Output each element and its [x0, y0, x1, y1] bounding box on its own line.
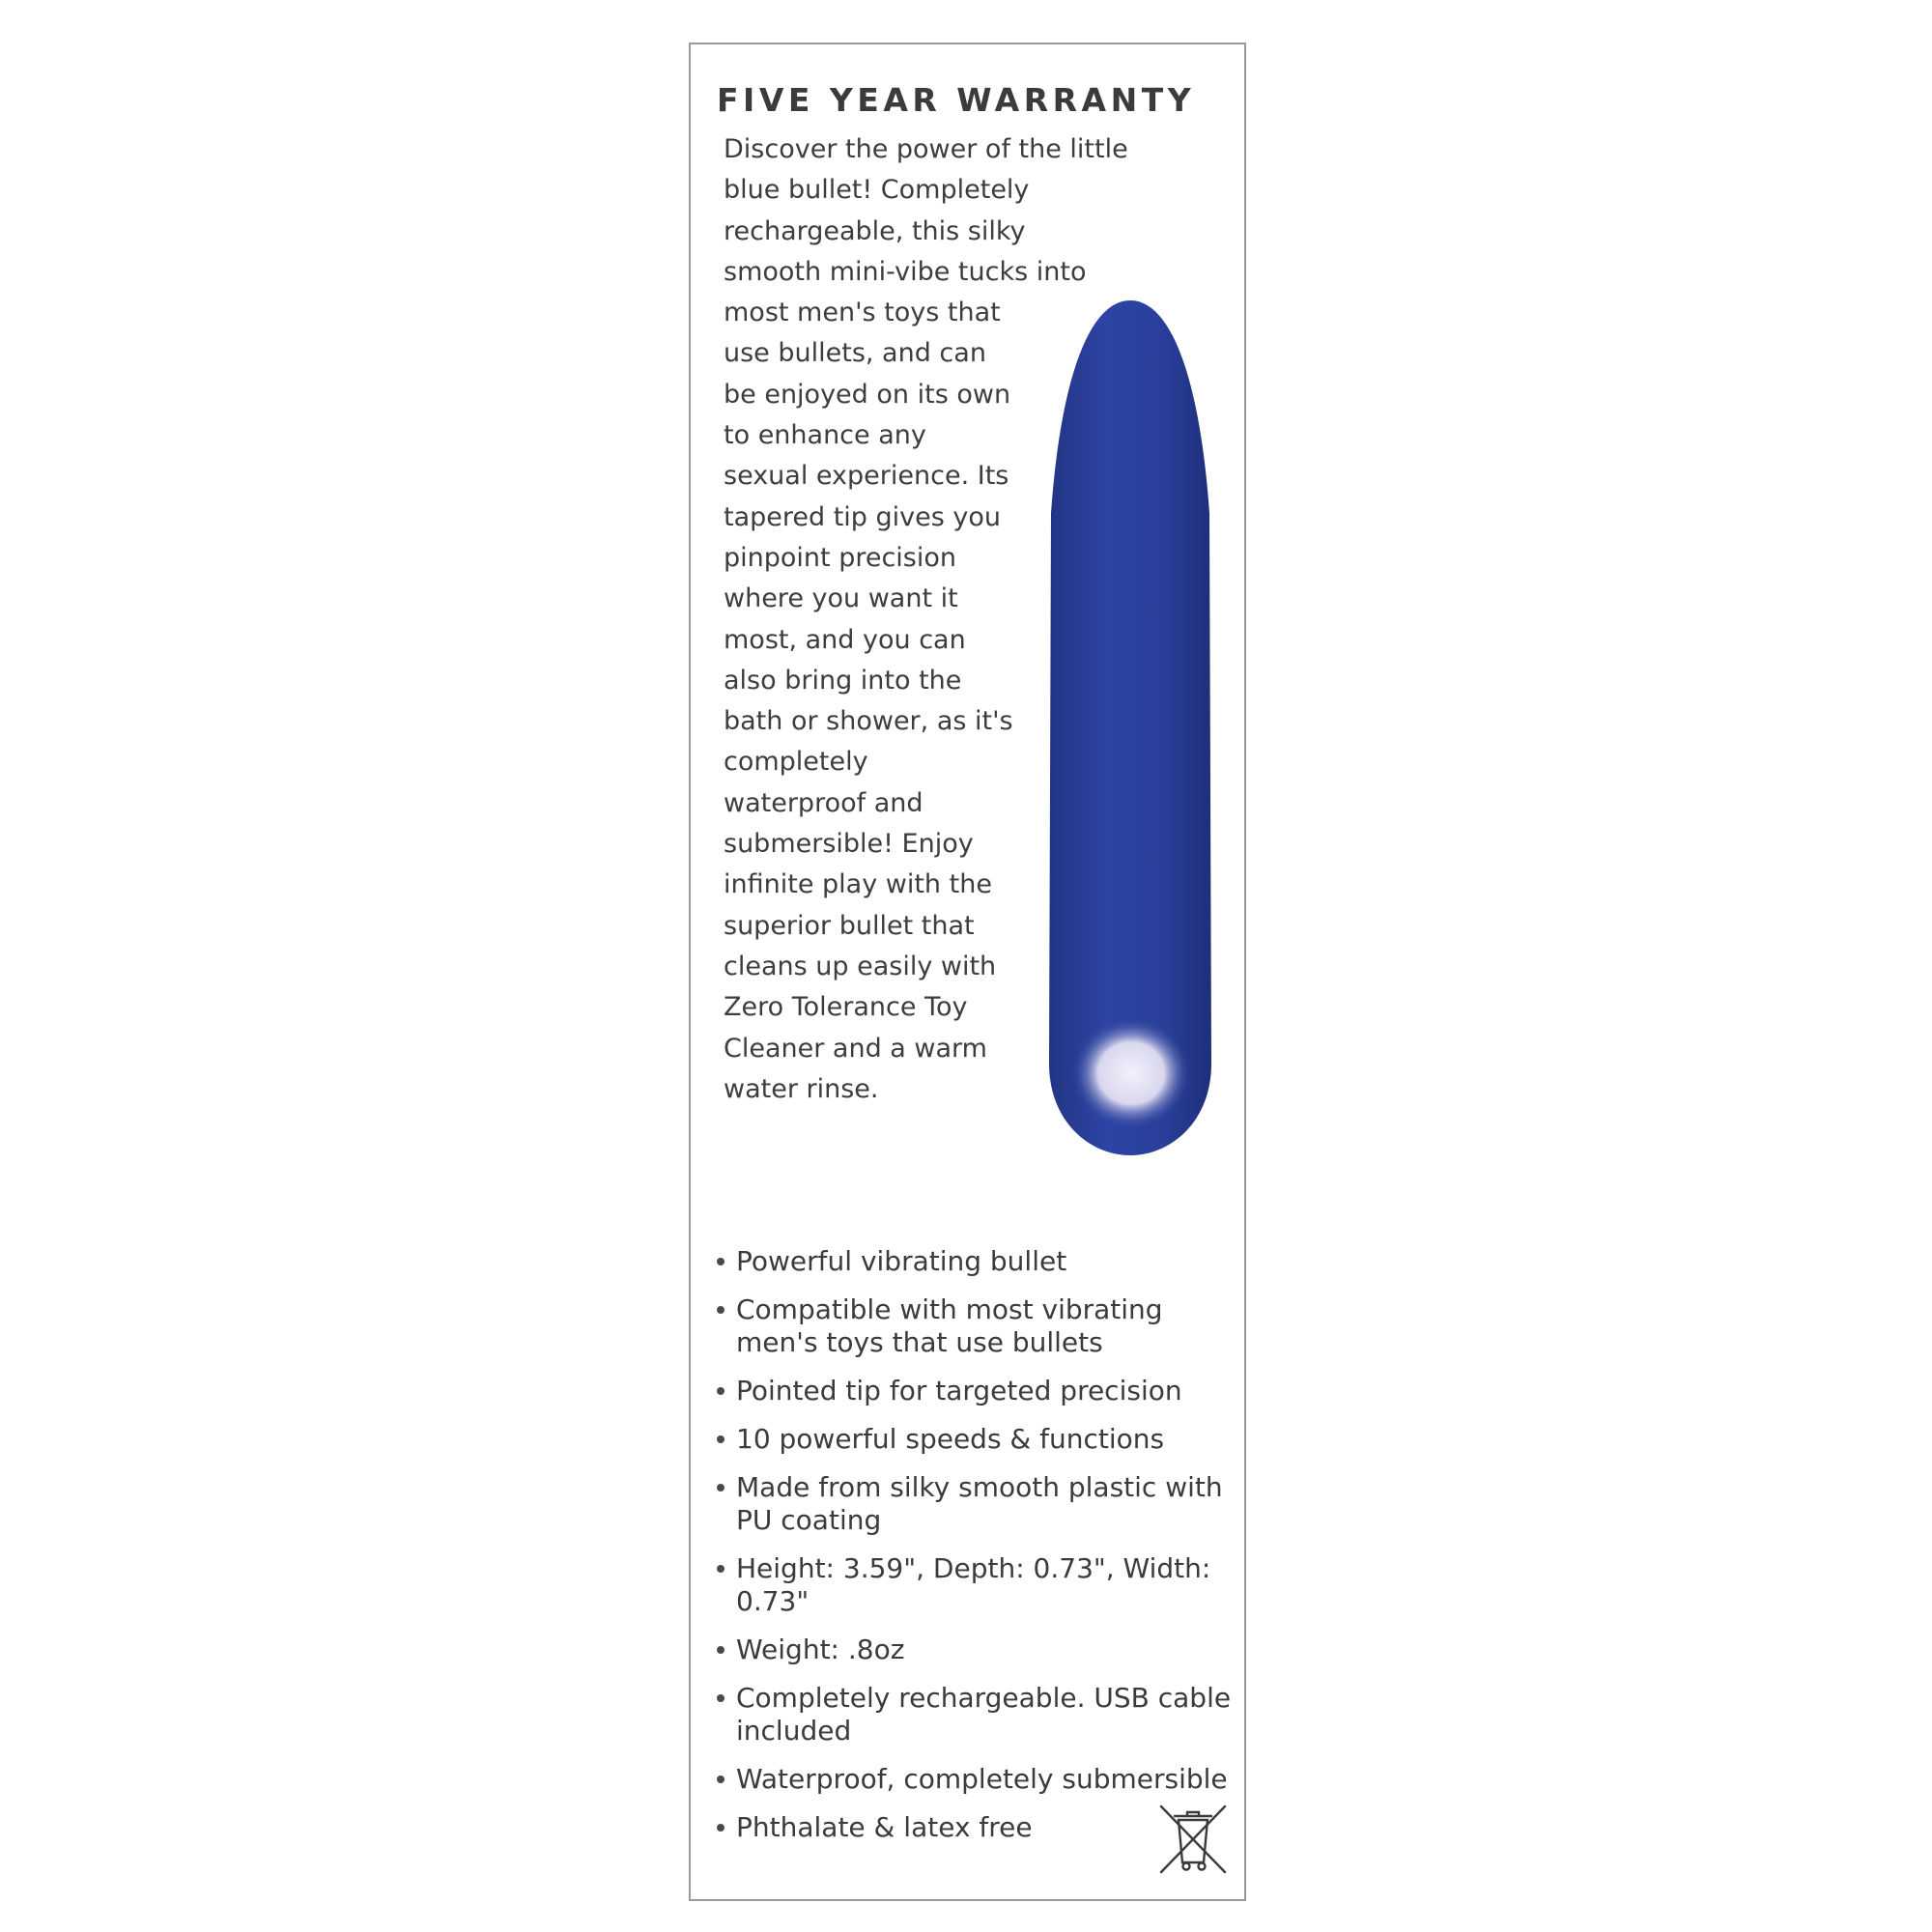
- bullet-dot-icon: [717, 1776, 724, 1783]
- bullet-dot-icon: [717, 1258, 724, 1265]
- feature-list: [717, 1245, 1238, 1860]
- bullet-dot-icon: [717, 1824, 724, 1832]
- feature-item: Powerful vibrating bullet: [717, 1245, 1238, 1278]
- product-description-text: Discover the power of the little blue bullet! Completely rechargeable, this silky smooth mini-vibe tucks into most men's toys that use bullets, and can be enjoyed on its own to enhance any sexual experience. Its tapered tip gives you pinpoint precision where you want it most, and you can also bring into the bath or shower, as it's completely waterproof and submersible! Enjoy infinite play with the superior bullet that cleans up easily with Zero Tolerance Toy Cleaner and a warm water rinse.: [724, 134, 1128, 1104]
- crossed-out-wheelie-bin-icon: [1157, 1803, 1229, 1876]
- bullet-dot-icon: [717, 1306, 724, 1314]
- product-info-panel: [689, 43, 1246, 1901]
- feature-item: Waterproof, completely submersible: [717, 1763, 1238, 1796]
- bullet-dot-icon: [717, 1387, 724, 1395]
- bullet-dot-icon: [717, 1484, 724, 1492]
- bullet-dot-icon: [717, 1435, 724, 1443]
- feature-item: 10 powerful speeds & functions: [717, 1423, 1238, 1456]
- feature-item: Compatible with most vibrating men's toys that use bullets: [717, 1293, 1238, 1359]
- bullet-tip-glow: [1071, 1017, 1191, 1129]
- feature-item: Completely rechargeable. USB cable included: [717, 1682, 1238, 1747]
- bullet-dot-icon: [717, 1565, 724, 1573]
- feature-item: Weight: .8oz: [717, 1634, 1238, 1666]
- feature-item: Height: 3.59", Depth: 0.73", Width: 0.73": [717, 1552, 1238, 1618]
- feature-item: Phthalate & latex free: [717, 1811, 1238, 1844]
- bullet-dot-icon: [717, 1646, 724, 1654]
- feature-item: Made from silky smooth plastic with PU coating: [717, 1471, 1238, 1537]
- bullet-dot-icon: [717, 1694, 724, 1702]
- bullet-vibrator-image: [1045, 300, 1215, 1155]
- feature-item: Pointed tip for targeted precision: [717, 1375, 1238, 1407]
- warranty-title: FIVE YEAR WARRANTY: [717, 81, 1196, 119]
